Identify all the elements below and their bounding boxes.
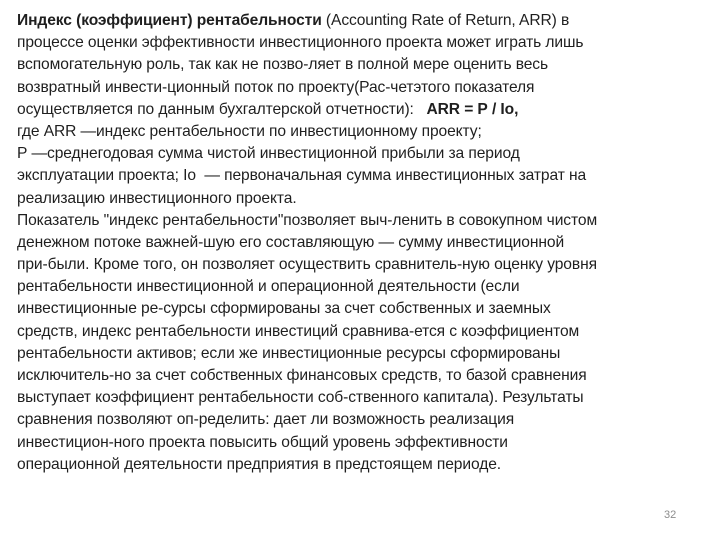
text-segment: денежном потоке важней-шую его составляющую — сумму инвестиционной xyxy=(17,233,565,251)
text-line xyxy=(17,276,717,298)
text-segment: вспомогательную роль, так как не позво-ляет в полной мере оценить весь xyxy=(17,56,549,74)
text-segment: эксплуатации проекта; Io — первоначальная сумма инвестиционных затрат на xyxy=(17,167,587,185)
text-segment: осуществляется по данным бухгалтерской отчетности): xyxy=(17,100,414,118)
text-line xyxy=(17,210,717,232)
text-line xyxy=(17,188,717,210)
text-line xyxy=(17,254,717,276)
text-segment: средств, индекс рентабельности инвестиций сравнива-ется с коэффициентом xyxy=(17,322,580,340)
body-text xyxy=(17,10,717,476)
text-line xyxy=(17,321,717,343)
text-line xyxy=(17,165,717,187)
text-segment: инвестиционные ре-сурсы сформированы за счет собственных и заемных xyxy=(17,300,551,318)
text-segment: возвратный инвести-ционный поток по проекту(Рас-четэтого показателя xyxy=(17,78,535,96)
text-segment: Показатель "индекс рентабельности"позволяет выч-ленить в совокупном чистом xyxy=(17,211,598,229)
text-segment: реализацию инвестиционного проекта. xyxy=(17,189,297,207)
text-segment: операционной деятельности предприятия в предстоящем периоде. xyxy=(17,455,502,473)
text-line xyxy=(17,432,717,454)
bold-text-segment: ARR = Р / Io, xyxy=(413,100,519,118)
text-line xyxy=(17,409,717,431)
text-segment: (Accounting Rate of Return, ARR) в xyxy=(321,12,570,29)
text-line xyxy=(17,365,717,387)
text-line xyxy=(17,232,717,254)
text-segment: исключитель-но за счет собственных финансовых средств, то базой сравнения xyxy=(17,367,587,384)
text-segment: рентабельности инвестиционной и операционной деятельности (если xyxy=(17,278,520,296)
text-segment: Р —среднегодовая сумма чистой инвестиционной прибыли за период xyxy=(17,145,520,163)
text-segment: сравнения позволяют оп-ределить: дает ли возможность реализация xyxy=(17,411,515,429)
text-line xyxy=(17,121,717,143)
text-line xyxy=(17,10,717,32)
text-segment: инвестицион-ного проекта повысить общий уровень эффективности xyxy=(17,433,508,451)
text-segment: при-были. Кроме того, он позволяет осуществить сравнитель-ную оценку уровня xyxy=(17,256,597,274)
text-line xyxy=(17,77,717,99)
text-segment: где ARR —индекс рентабельности по инвестиционному проекту; xyxy=(17,122,482,140)
text-line xyxy=(17,343,717,365)
text-line xyxy=(17,99,717,121)
text-segment: рентабельности активов; если же инвестиционные ресурсы сформированы xyxy=(17,344,561,362)
text-line xyxy=(17,387,717,409)
text-segment: выступает коэффициент рентабельности соб-ственного капитала). Результаты xyxy=(17,389,584,407)
text-line xyxy=(17,143,717,165)
text-line xyxy=(17,54,717,76)
text-line xyxy=(17,32,717,54)
bold-text-segment: Индекс (коэффициент) рентабельности xyxy=(17,12,322,29)
text-line xyxy=(17,454,717,476)
text-segment: процессе оценки эффективности инвестиционного проекта может играть лишь xyxy=(17,34,584,52)
text-line xyxy=(17,298,717,320)
page-number: 32 xyxy=(664,509,677,521)
